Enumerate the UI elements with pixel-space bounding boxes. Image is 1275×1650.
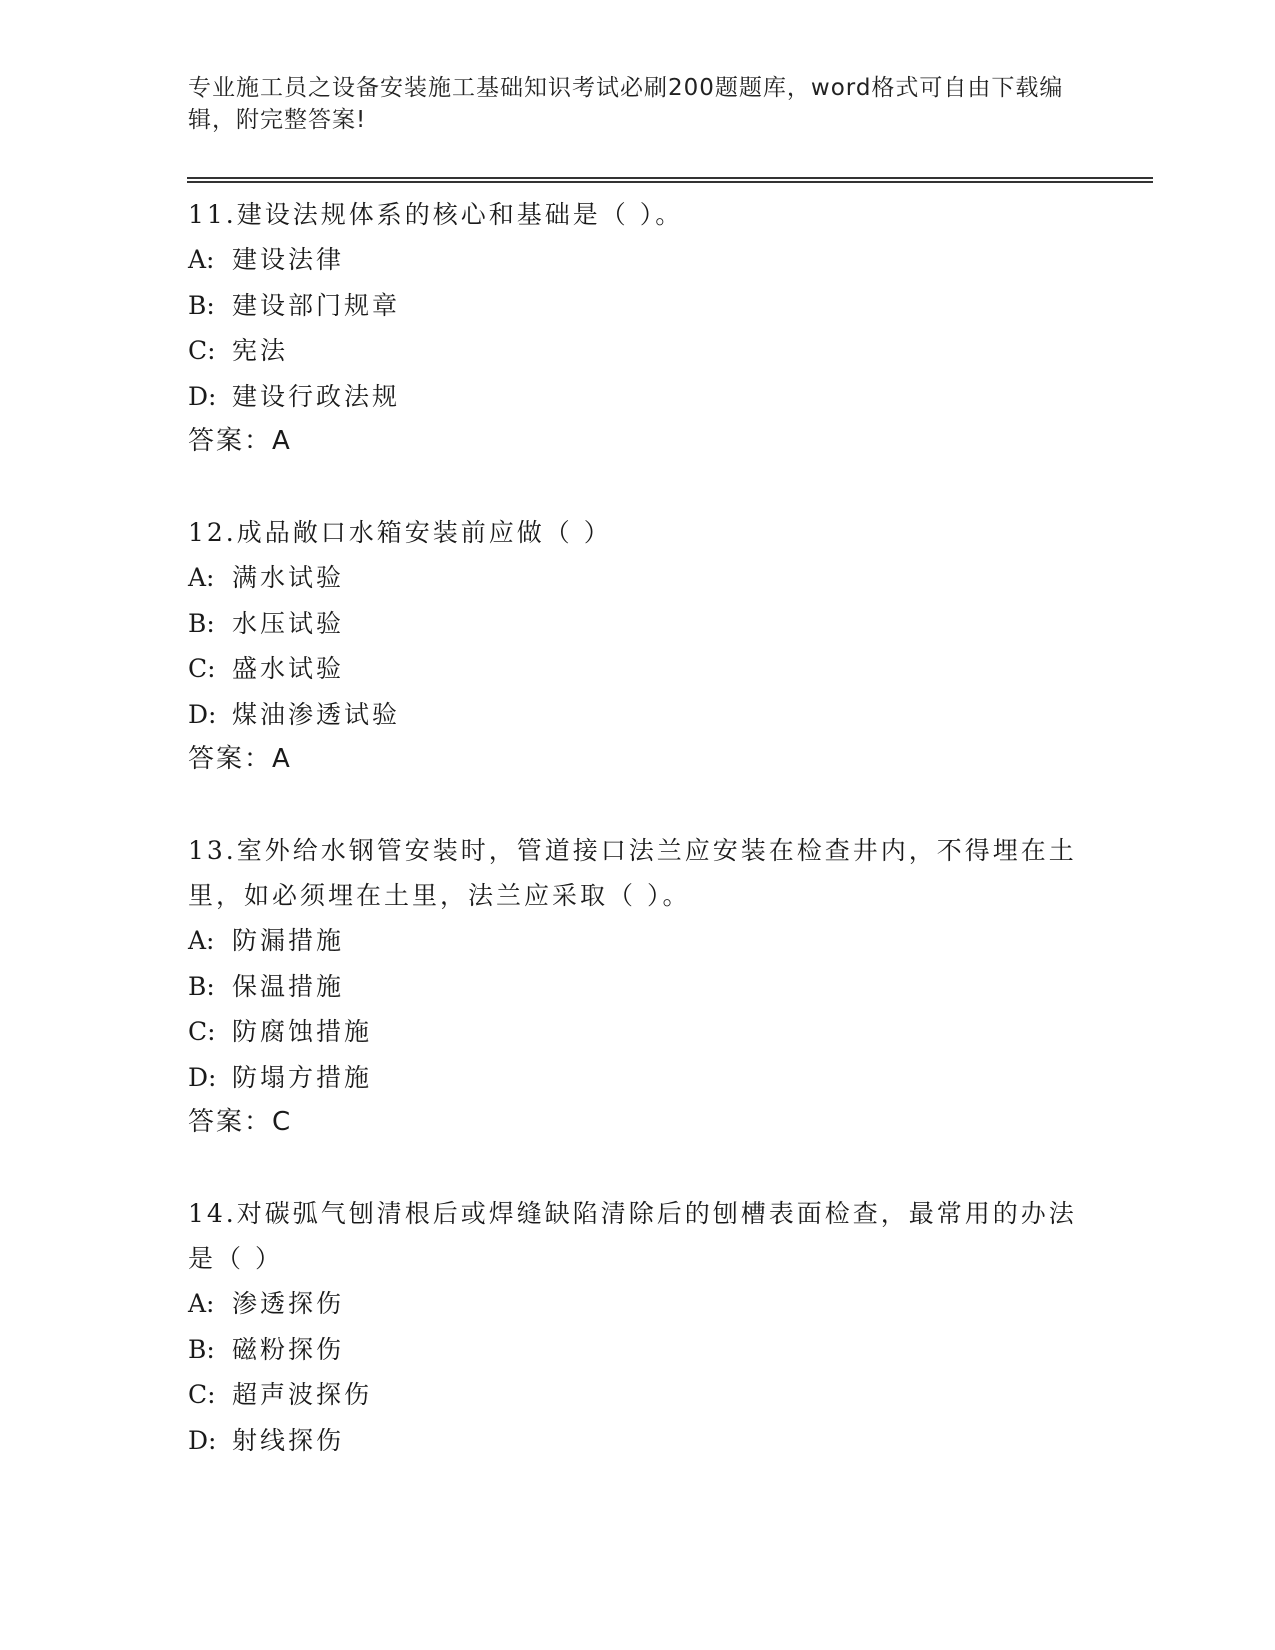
document-header: 专业施工员之设备安装施工基础知识考试必刷200题题库，word格式可自由下载编辑，附完整答案! [188, 75, 1064, 133]
option-a [188, 918, 1088, 964]
option-a [188, 555, 1088, 601]
question-spacer [188, 464, 1088, 510]
option-text: 煤油渗透试验 [232, 699, 401, 729]
option-text: 超声波探伤 [232, 1380, 373, 1409]
answer-label: 答案：A [188, 744, 292, 774]
header-divider-top [187, 177, 1153, 179]
option-letter: D: [188, 381, 217, 411]
answer-label: 答案：C [188, 1107, 293, 1137]
question-stem: 12.成品敞口水箱安装前应做（ ） [188, 518, 612, 547]
option-text: 防腐蚀措施 [232, 1017, 373, 1046]
option-text: 防漏措施 [232, 926, 345, 955]
question-item [188, 510, 1088, 782]
question-list [188, 192, 1088, 1463]
option-letter: A: [188, 926, 215, 955]
option-d [188, 1418, 1088, 1464]
option-letter: B: [188, 1334, 215, 1364]
option-text: 保温措施 [232, 971, 345, 1001]
header-divider-bottom [187, 181, 1153, 183]
option-text: 防塌方措施 [232, 1062, 373, 1092]
option-c [188, 1372, 1088, 1418]
option-letter: B: [188, 290, 215, 320]
question-stem: 14.对碳弧气刨清根后或焊缝缺陷清除后的刨槽表面检查，最常用的办法是（ ） [188, 1199, 1077, 1273]
option-text: 盛水试验 [232, 654, 345, 683]
option-text: 建设部门规章 [232, 290, 401, 320]
option-letter: A: [188, 563, 215, 592]
option-d [188, 374, 1088, 420]
option-letter: B: [188, 608, 215, 638]
option-letter: C: [188, 1017, 216, 1046]
option-letter: D: [188, 699, 217, 729]
option-text: 水压试验 [232, 608, 345, 638]
question-item [188, 1191, 1088, 1463]
answer-label: 答案：A [188, 426, 292, 456]
option-b [188, 1327, 1088, 1373]
option-text: 建设法律 [232, 245, 345, 274]
option-b [188, 283, 1088, 329]
option-text: 射线探伤 [232, 1425, 345, 1455]
question-stem: 11.建设法规体系的核心和基础是（ ）。 [188, 200, 684, 229]
option-c [188, 328, 1088, 374]
option-b [188, 601, 1088, 647]
option-d [188, 1055, 1088, 1101]
option-letter: C: [188, 336, 216, 365]
option-letter: C: [188, 1380, 216, 1409]
option-letter: C: [188, 654, 216, 683]
option-b [188, 964, 1088, 1010]
option-text: 渗透探伤 [232, 1289, 345, 1318]
option-c [188, 646, 1088, 692]
option-d [188, 692, 1088, 738]
option-letter: B: [188, 971, 215, 1001]
option-c [188, 1009, 1088, 1055]
option-text: 建设行政法规 [232, 381, 401, 411]
option-a [188, 1281, 1088, 1327]
question-item [188, 192, 1088, 464]
option-text: 磁粉探伤 [232, 1334, 345, 1364]
option-letter: A: [188, 1289, 215, 1318]
option-a [188, 237, 1088, 283]
option-text: 满水试验 [232, 563, 345, 592]
question-spacer [188, 1145, 1088, 1191]
option-text: 宪法 [232, 336, 289, 365]
question-spacer [188, 782, 1088, 828]
option-letter: D: [188, 1062, 217, 1092]
option-letter: A: [188, 245, 215, 274]
option-letter: D: [188, 1425, 217, 1455]
question-stem: 13.室外给水钢管安装时，管道接口法兰应安装在检查井内，不得埋在土里，如必须埋在土里，法兰应采取（ ）。 [188, 836, 1077, 910]
question-item [188, 828, 1088, 1145]
